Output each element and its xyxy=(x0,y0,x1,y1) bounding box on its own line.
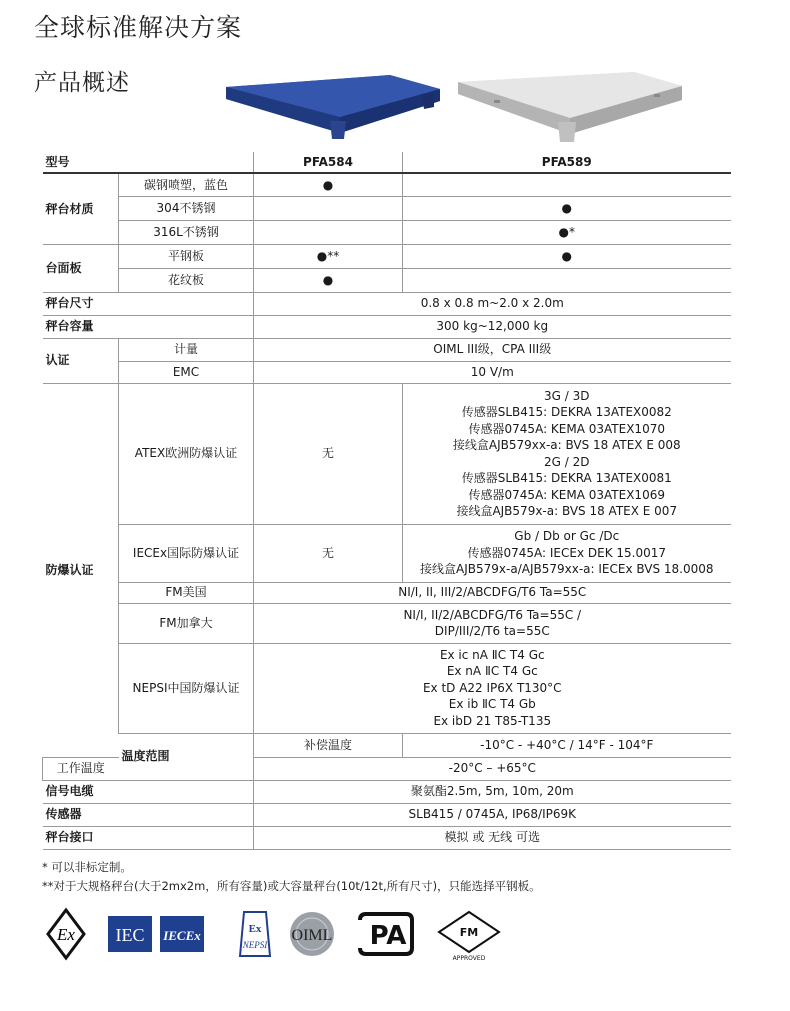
page-title: 全球标准解决方案 xyxy=(34,13,243,42)
atex-line: 传感器0745A: KEMA 03ATEX1069 xyxy=(468,487,665,502)
oiml-logo xyxy=(290,912,334,956)
cell-a: ●** xyxy=(254,244,403,268)
cell-a xyxy=(254,196,403,220)
cell-a: ● xyxy=(254,268,403,292)
cpa-logo xyxy=(360,914,412,954)
temp-value: -10°C - +40°C / 14°F - 104°F xyxy=(403,733,731,757)
cell-a: 无 xyxy=(254,383,403,524)
steel-platform-image xyxy=(454,70,686,152)
iecex-line: 接线盒AJB579x-a/AJB579xx-a: IECEx BVS 18.0008 xyxy=(420,562,714,577)
fm-approved-logo xyxy=(439,912,499,962)
section-subtitle: 产品概述 xyxy=(34,70,130,96)
footnotes xyxy=(42,858,541,896)
atex-line: 3G / 3D xyxy=(544,388,590,403)
header-model-a: PFA584 xyxy=(254,152,403,173)
svg-text:APPROVED: APPROVED xyxy=(452,955,486,962)
svg-text:Ex: Ex xyxy=(248,923,262,935)
certification-logos xyxy=(44,906,564,962)
sensor-value: SLB415 / 0745A, IP68/IP69K xyxy=(254,803,731,826)
row-label: 碳钢喷塑，蓝色 xyxy=(119,173,254,196)
table-row xyxy=(43,780,731,803)
atex-value xyxy=(403,383,731,524)
nepsi-line: Ex ib ⅡC T4 Gb xyxy=(448,697,536,712)
spec-table xyxy=(42,152,731,850)
table-row xyxy=(43,268,731,292)
nepsi-line: Ex nA ⅡC T4 Gc xyxy=(446,664,538,679)
atex-line: 接线盒AJB579x-a: BVS 18 ATEX E 007 xyxy=(456,504,678,518)
iecex-line: Gb / Db or Gc /Dc xyxy=(514,529,620,544)
row-label: NEPSI中国防爆认证 xyxy=(119,643,254,733)
atex-line: 传感器SLB415: DEKRA 13ATEX0082 xyxy=(461,405,672,419)
atex-line: 传感器0745A: KEMA 03ATEX1070 xyxy=(468,421,665,436)
category-explosion: 防爆认证 xyxy=(43,383,119,757)
header-model-b: PFA589 xyxy=(403,152,731,173)
table-row xyxy=(43,173,731,196)
row-label: FM美国 xyxy=(119,582,254,603)
svg-text:FM: FM xyxy=(459,926,479,939)
fm-us-value: NI/I, II, III/2/ABCDFG/T6 Ta=55C xyxy=(254,582,731,603)
category-cable: 信号电缆 xyxy=(43,780,254,803)
temp-value: -20°C – +65°C xyxy=(254,757,731,780)
table-row xyxy=(43,603,731,643)
table-row xyxy=(43,361,731,383)
table-row xyxy=(43,338,731,361)
iecex-value xyxy=(403,524,731,582)
table-row xyxy=(43,826,731,849)
table-row xyxy=(43,315,731,338)
table-row xyxy=(43,196,731,220)
fm-ca-line: NI/I, II/2/ABCDFG/T6 Ta=55C / xyxy=(403,607,582,622)
row-label: IECEx国际防爆认证 xyxy=(119,524,254,582)
iecex-logo xyxy=(160,916,204,952)
cert-value: 10 V/m xyxy=(254,361,731,383)
fm-ca-value xyxy=(254,603,731,643)
header-label: 型号 xyxy=(43,152,254,173)
fm-ca-line: DIP/III/2/T6 ta=55C xyxy=(434,624,550,638)
cell-b: ●* xyxy=(403,220,731,244)
cell-a: ● xyxy=(254,173,403,196)
category-size: 秤台尺寸 xyxy=(43,292,254,315)
cell-a: 无 xyxy=(254,524,403,582)
category-sensor: 传感器 xyxy=(43,803,254,826)
cell-a xyxy=(254,220,403,244)
table-row xyxy=(43,582,731,603)
row-label: EMC xyxy=(119,361,254,383)
table-row xyxy=(43,733,731,757)
category-cert: 认证 xyxy=(43,338,119,383)
cell-b xyxy=(403,268,731,292)
table-row xyxy=(43,292,731,315)
cable-value: 聚氨酯2.5m, 5m, 10m, 20m xyxy=(254,780,731,803)
category-deck: 台面板 xyxy=(43,244,119,292)
category-interface: 秤台接口 xyxy=(43,826,254,849)
atex-line: 2G / 2D xyxy=(544,454,590,469)
blue-platform-image xyxy=(222,73,444,151)
svg-text:IECEx: IECEx xyxy=(163,928,201,943)
svg-text:Ex: Ex xyxy=(57,925,75,944)
nepsi-logo xyxy=(240,912,270,956)
nepsi-line: Ex ic nA ⅡC T4 Gc xyxy=(439,647,545,662)
capacity-value: 300 kg~12,000 kg xyxy=(254,315,731,338)
category-material: 秤台材质 xyxy=(43,173,119,244)
table-header-row xyxy=(43,152,731,173)
size-value: 0.8 x 0.8 m~2.0 x 2.0m xyxy=(254,292,731,315)
table-row xyxy=(43,803,731,826)
table-row xyxy=(43,524,731,582)
cell-b xyxy=(403,173,731,196)
row-label: 补偿温度 xyxy=(254,733,403,757)
row-label: 304不锈钢 xyxy=(119,196,254,220)
iecex-line: 传感器0745A: IECEx DEK 15.0017 xyxy=(467,545,667,560)
category-capacity: 秤台容量 xyxy=(43,315,254,338)
svg-text:NEPSI: NEPSI xyxy=(242,940,268,950)
cell-b: ● xyxy=(403,244,731,268)
row-label: 计量 xyxy=(119,338,254,361)
row-label: ATEX欧洲防爆认证 xyxy=(119,383,254,524)
svg-text:PA: PA xyxy=(369,921,407,951)
iec-logo xyxy=(108,916,152,952)
row-label: 316L不锈钢 xyxy=(119,220,254,244)
cell-b: ● xyxy=(403,196,731,220)
category-temperature: 温度范围 xyxy=(119,733,254,780)
nepsi-line: Ex ibD 21 T85-T135 xyxy=(433,713,552,728)
interface-value: 模拟 或 无线 可选 xyxy=(254,826,731,849)
table-row xyxy=(43,220,731,244)
footnote: * 可以非标定制。 xyxy=(42,860,132,874)
table-row xyxy=(43,383,731,524)
nepsi-value xyxy=(254,643,731,733)
atex-line: 接线盒AJB579xx-a: BVS 18 ATEX E 008 xyxy=(452,438,681,452)
footnote: **对于大规格秤台(大于2mx2m，所有容量)或大容量秤台(10t/12t,所有尺寸)，只能选择平钢板。 xyxy=(42,879,541,893)
nepsi-line: Ex tD A22 IP6X T130°C xyxy=(422,680,562,695)
row-label: FM加拿大 xyxy=(119,603,254,643)
svg-text:IEC: IEC xyxy=(115,925,145,945)
row-label: 花纹板 xyxy=(119,268,254,292)
atex-ex-logo xyxy=(48,910,84,958)
table-row xyxy=(43,643,731,733)
row-label: 工作温度 xyxy=(43,757,119,780)
table-row xyxy=(43,244,731,268)
atex-line: 传感器SLB415: DEKRA 13ATEX0081 xyxy=(461,471,672,485)
row-label: 平钢板 xyxy=(119,244,254,268)
svg-text:OIML: OIML xyxy=(291,927,333,944)
cert-value: OIML III级，CPA III级 xyxy=(254,338,731,361)
